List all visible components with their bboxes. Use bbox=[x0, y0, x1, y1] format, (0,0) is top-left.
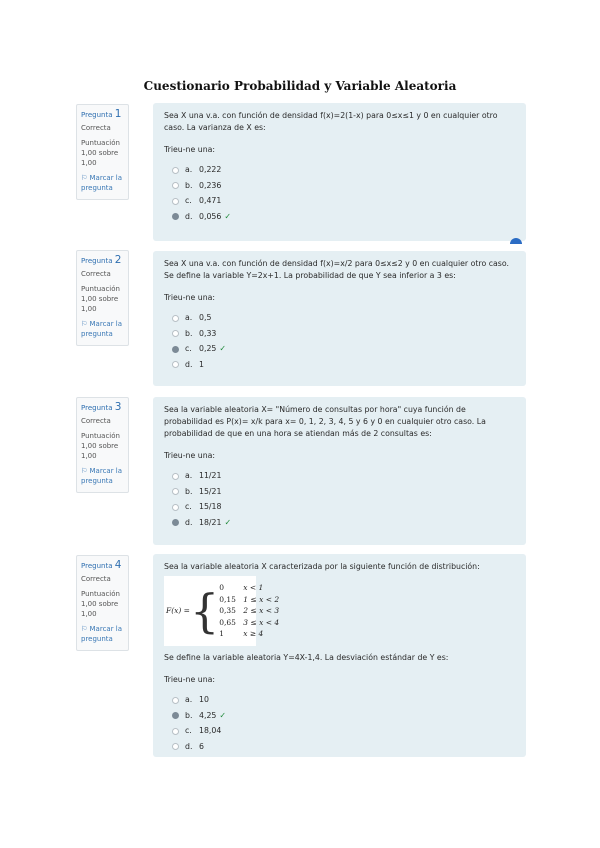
answer-option[interactable]: c. 15/18 bbox=[164, 499, 516, 515]
question-4-text-2: Se define la variable aleatoria Y=4X-1,4. La desviación estándar de Y es: bbox=[164, 653, 449, 662]
cdf-row: 0,65 3 ≤ x < 4 bbox=[219, 617, 280, 627]
radio-button[interactable] bbox=[172, 743, 179, 750]
question-1-state: Correcta bbox=[81, 124, 111, 132]
question-2-grade: Puntuación 1,00 sobre 1,00 bbox=[81, 285, 120, 313]
question-1-flag-link[interactable]: ⚐ Marcar la pregunta bbox=[81, 174, 123, 192]
question-1-title: Pregunta 1 bbox=[81, 108, 122, 120]
answer-option[interactable]: a. 11/21 bbox=[164, 468, 516, 484]
radio-button[interactable] bbox=[172, 712, 179, 719]
question-4-title: Pregunta 4 bbox=[81, 559, 122, 571]
answer-option[interactable]: d. 18/21 ✓ bbox=[164, 515, 516, 531]
answer-option[interactable]: c. 0,471 bbox=[164, 193, 516, 209]
question-3-info bbox=[76, 397, 129, 493]
radio-button[interactable] bbox=[172, 182, 179, 189]
correct-check-icon: ✓ bbox=[219, 344, 227, 353]
question-4-state: Correcta bbox=[81, 575, 111, 583]
question-1-content bbox=[153, 103, 526, 241]
radio-button[interactable] bbox=[172, 488, 179, 495]
flag-icon: ⚐ bbox=[81, 174, 88, 182]
question-2-content bbox=[153, 251, 526, 386]
answer-option[interactable]: c. 18,04 bbox=[164, 723, 516, 739]
question-3-prompt: Trieu-ne una: bbox=[164, 451, 216, 460]
question-1-grade: Puntuación 1,00 sobre 1,00 bbox=[81, 139, 120, 167]
question-2-text: Sea X una v.a. con función de densidad f(x)=x/2 para 0≤x≤2 y 0 en cualquier otro caso. Se define la variable Y=2x+1. La probabilidad de que Y sea inferior a 3 es: bbox=[164, 259, 509, 280]
cdf-row: 0 x < 1 bbox=[219, 583, 264, 593]
brace: { bbox=[189, 584, 220, 638]
answer-option[interactable]: d. 6 bbox=[164, 739, 516, 755]
question-1-info bbox=[76, 104, 129, 200]
question-4-text: Sea la variable aleatoria X caracterizada por la siguiente función de distribución: bbox=[164, 562, 480, 571]
cdf-row: 0,15 1 ≤ x < 2 bbox=[219, 594, 280, 604]
question-2-prompt: Trieu-ne una: bbox=[164, 293, 216, 302]
answer-option[interactable]: b. 0,236 bbox=[164, 178, 516, 194]
correct-check-icon: ✓ bbox=[224, 211, 232, 221]
answer-option[interactable]: b. 0,33 bbox=[164, 326, 516, 342]
question-1-prompt: Trieu-ne una: bbox=[164, 145, 216, 154]
question-4-grade: Puntuación 1,00 sobre 1,00 bbox=[81, 590, 120, 618]
question-2-flag-link[interactable]: ⚐ Marcar la pregunta bbox=[81, 320, 123, 338]
question-2-title: Pregunta 2 bbox=[81, 254, 122, 266]
radio-button[interactable] bbox=[172, 198, 179, 205]
question-3-text: Sea la variable aleatoria X= "Número de consultas por hora" cuya función de probabilidad es P(x)= x/k para x= 0, 1, 2, 3, 4, 5 y 6 y 0 en cualquier otro caso. La probabilidad de que en una hora se atiendan más de 2 consultas es: bbox=[164, 405, 486, 438]
question-4-info bbox=[76, 555, 129, 651]
radio-button[interactable] bbox=[172, 728, 179, 735]
cdf-rows bbox=[219, 582, 279, 640]
question-4-content bbox=[153, 554, 526, 757]
radio-button[interactable] bbox=[172, 697, 179, 704]
radio-button[interactable] bbox=[172, 361, 179, 368]
question-2-state: Correcta bbox=[81, 270, 111, 278]
radio-button[interactable] bbox=[172, 346, 179, 353]
correct-check-icon: ✓ bbox=[224, 517, 232, 527]
answer-option[interactable]: d. 0,056 ✓ bbox=[164, 209, 516, 225]
flag-icon: ⚐ bbox=[81, 320, 88, 328]
distribution-function-formula: F(x) = { 0 x < 1 0,15 1 ≤ x < 2 0,35 2 ≤ x < 3 0,65 3 ≤ x < 4 1 x ≥ 4 bbox=[164, 576, 256, 646]
flag-icon: ⚐ bbox=[81, 467, 88, 475]
question-3-title: Pregunta 3 bbox=[81, 401, 122, 413]
question-4-flag-link[interactable]: ⚐ Marcar la pregunta bbox=[81, 625, 123, 643]
answer-option[interactable]: c. 0,25 ✓ bbox=[164, 341, 516, 357]
radio-button[interactable] bbox=[172, 330, 179, 337]
radio-button[interactable] bbox=[172, 213, 179, 220]
radio-button[interactable] bbox=[172, 519, 179, 526]
question-3-state: Correcta bbox=[81, 417, 111, 425]
cdf-row: 1 x ≥ 4 bbox=[219, 629, 264, 639]
question-3-content bbox=[153, 397, 526, 545]
cdf-row: 0,35 2 ≤ x < 3 bbox=[219, 606, 280, 616]
radio-button[interactable] bbox=[172, 315, 179, 322]
radio-button[interactable] bbox=[172, 504, 179, 511]
answer-option[interactable]: a. 0,222 bbox=[164, 162, 516, 178]
question-3-flag-link[interactable]: ⚐ Marcar la pregunta bbox=[81, 467, 123, 485]
answer-option[interactable]: a. 10 bbox=[164, 692, 516, 708]
page-title: Cuestionario Probabilidad y Variable Aleatoria bbox=[143, 79, 457, 93]
question-1-text: Sea X una v.a. con función de densidad f(x)=2(1-x) para 0≤x≤1 y 0 en cualquier otro caso. La varianza de X es: bbox=[164, 111, 498, 132]
answer-option[interactable]: b. 4,25 ✓ bbox=[164, 708, 516, 724]
scroll-indicator bbox=[510, 238, 522, 244]
flag-icon: ⚐ bbox=[81, 625, 88, 633]
answer-option[interactable]: d. 1 bbox=[164, 357, 516, 373]
answer-option[interactable]: a. 0,5 bbox=[164, 310, 516, 326]
radio-button[interactable] bbox=[172, 167, 179, 174]
radio-button[interactable] bbox=[172, 473, 179, 480]
answer-option[interactable]: b. 15/21 bbox=[164, 484, 516, 500]
correct-check-icon: ✓ bbox=[219, 710, 227, 720]
question-2-info bbox=[76, 250, 129, 346]
question-4-prompt: Trieu-ne una: bbox=[164, 675, 216, 684]
question-3-grade: Puntuación 1,00 sobre 1,00 bbox=[81, 432, 120, 460]
